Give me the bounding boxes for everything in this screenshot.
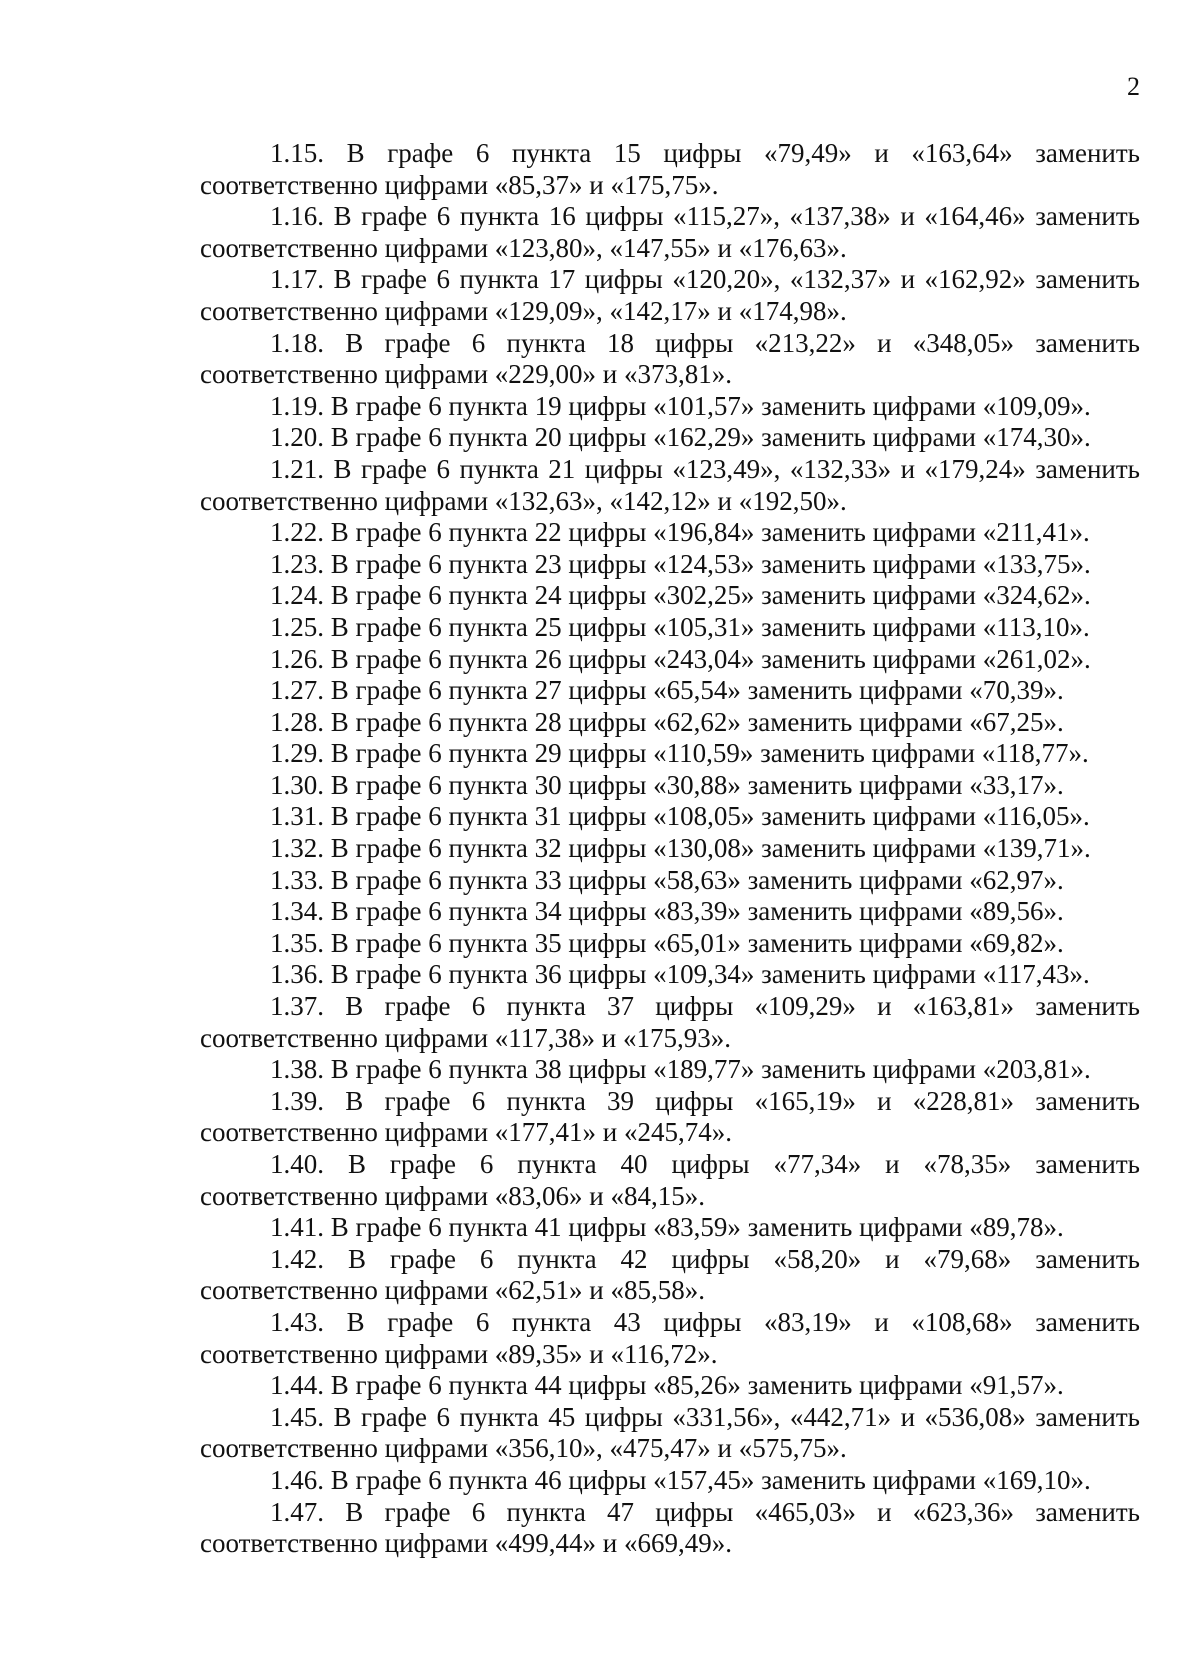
amendment-paragraph: 1.37. В графе 6 пункта 37 цифры «109,29» и «163,81» заменить соответственно цифрами «117,38» и «175,93». — [200, 991, 1140, 1053]
amendment-paragraph: 1.26. В графе 6 пункта 26 цифры «243,04» заменить цифрами «261,02». — [270, 643, 1091, 674]
amendment-paragraph: 1.36. В графе 6 пункта 36 цифры «109,34» заменить цифрами «117,43». — [270, 959, 1090, 990]
amendment-paragraph: 1.20. В графе 6 пункта 20 цифры «162,29» заменить цифрами «174,30». — [270, 422, 1091, 453]
amendment-paragraph: 1.22. В графе 6 пункта 22 цифры «196,84» заменить цифрами «211,41». — [270, 517, 1090, 548]
amendment-paragraph: 1.34. В графе 6 пункта 34 цифры «83,39» заменить цифрами «89,56». — [270, 896, 1064, 927]
amendment-paragraph: 1.35. В графе 6 пункта 35 цифры «65,01» заменить цифрами «69,82». — [270, 927, 1064, 958]
amendment-paragraph: 1.21. В графе 6 пункта 21 цифры «123,49», «132,33» и «179,24» заменить соответственно цифрами «132,63», «142,12» и «192,50». — [200, 453, 1140, 516]
amendment-paragraph: 1.19. В графе 6 пункта 19 цифры «101,57» заменить цифрами «109,09». — [270, 390, 1091, 421]
amendment-paragraph: 1.24. В графе 6 пункта 24 цифры «302,25» заменить цифрами «324,62». — [270, 580, 1091, 611]
amendment-paragraph: 1.29. В графе 6 пункта 29 цифры «110,59» заменить цифрами «118,77». — [270, 738, 1089, 769]
amendment-paragraph: 1.32. В графе 6 пункта 32 цифры «130,08» заменить цифрами «139,71». — [270, 833, 1091, 864]
amendment-paragraph: 1.23. В графе 6 пункта 23 цифры «124,53» заменить цифрами «133,75». — [270, 548, 1091, 579]
amendment-paragraph: 1.28. В графе 6 пункта 28 цифры «62,62» заменить цифрами «67,25». — [270, 706, 1064, 737]
amendment-paragraph: 1.18. В графе 6 пункта 18 цифры «213,22» и «348,05» заменить соответственно цифрами «229,00» и «373,81». — [200, 327, 1140, 390]
amendment-paragraph: 1.31. В графе 6 пункта 31 цифры «108,05» заменить цифрами «116,05». — [270, 801, 1090, 832]
amendment-paragraph: 1.15. В графе 6 пункта 15 цифры «79,49» и «163,64» заменить соответственно цифрами «85,37» и «175,75». — [200, 138, 1140, 200]
amendment-paragraph: 1.17. В графе 6 пункта 17 цифры «120,20», «132,37» и «162,92» заменить соответственно цифрами «129,09», «142,17» и «174,98». — [200, 264, 1140, 326]
amendment-paragraph: 1.45. В графе 6 пункта 45 цифры «331,56», «442,71» и «536,08» заменить соответственно цифрами «356,10», «475,47» и «575,75». — [200, 1401, 1140, 1464]
amendment-paragraph: 1.40. В графе 6 пункта 40 цифры «77,34» и «78,35» заменить соответственно цифрами «83,06» и «84,15». — [200, 1149, 1140, 1211]
amendment-paragraph: 1.46. В графе 6 пункта 46 цифры «157,45» заменить цифрами «169,10». — [270, 1464, 1091, 1495]
document-body — [200, 138, 1140, 1560]
amendment-paragraph: 1.43. В графе 6 пункта 43 цифры «83,19» и «108,68» заменить соответственно цифрами «89,35» и «116,72». — [200, 1306, 1140, 1369]
amendment-paragraph: 1.30. В графе 6 пункта 30 цифры «30,88» заменить цифрами «33,17». — [270, 769, 1064, 800]
amendment-paragraph: 1.33. В графе 6 пункта 33 цифры «58,63» заменить цифрами «62,97». — [270, 864, 1064, 895]
amendment-paragraph: 1.27. В графе 6 пункта 27 цифры «65,54» заменить цифрами «70,39». — [270, 675, 1064, 706]
amendment-paragraph: 1.44. В графе 6 пункта 44 цифры «85,26» заменить цифрами «91,57». — [270, 1370, 1064, 1401]
amendment-paragraph: 1.38. В графе 6 пункта 38 цифры «189,77» заменить цифрами «203,81». — [270, 1054, 1091, 1085]
amendment-paragraph: 1.39. В графе 6 пункта 39 цифры «165,19» и «228,81» заменить соответственно цифрами «177,41» и «245,74». — [200, 1085, 1140, 1148]
amendment-paragraph: 1.16. В графе 6 пункта 16 цифры «115,27», «137,38» и «164,46» заменить соответственно цифрами «123,80», «147,55» и «176,63». — [200, 201, 1140, 263]
amendment-paragraph: 1.25. В графе 6 пункта 25 цифры «105,31» заменить цифрами «113,10». — [270, 611, 1090, 642]
page-number: 2 — [1127, 72, 1140, 101]
amendment-paragraph: 1.41. В графе 6 пункта 41 цифры «83,59» заменить цифрами «89,78». — [270, 1212, 1064, 1243]
amendment-paragraph: 1.47. В графе 6 пункта 47 цифры «465,03» и «623,36» заменить соответственно цифрами «499,44» и «669,49». — [200, 1496, 1140, 1559]
amendment-paragraph: 1.42. В графе 6 пункта 42 цифры «58,20» и «79,68» заменить соответственно цифрами «62,51» и «85,58». — [200, 1243, 1140, 1306]
